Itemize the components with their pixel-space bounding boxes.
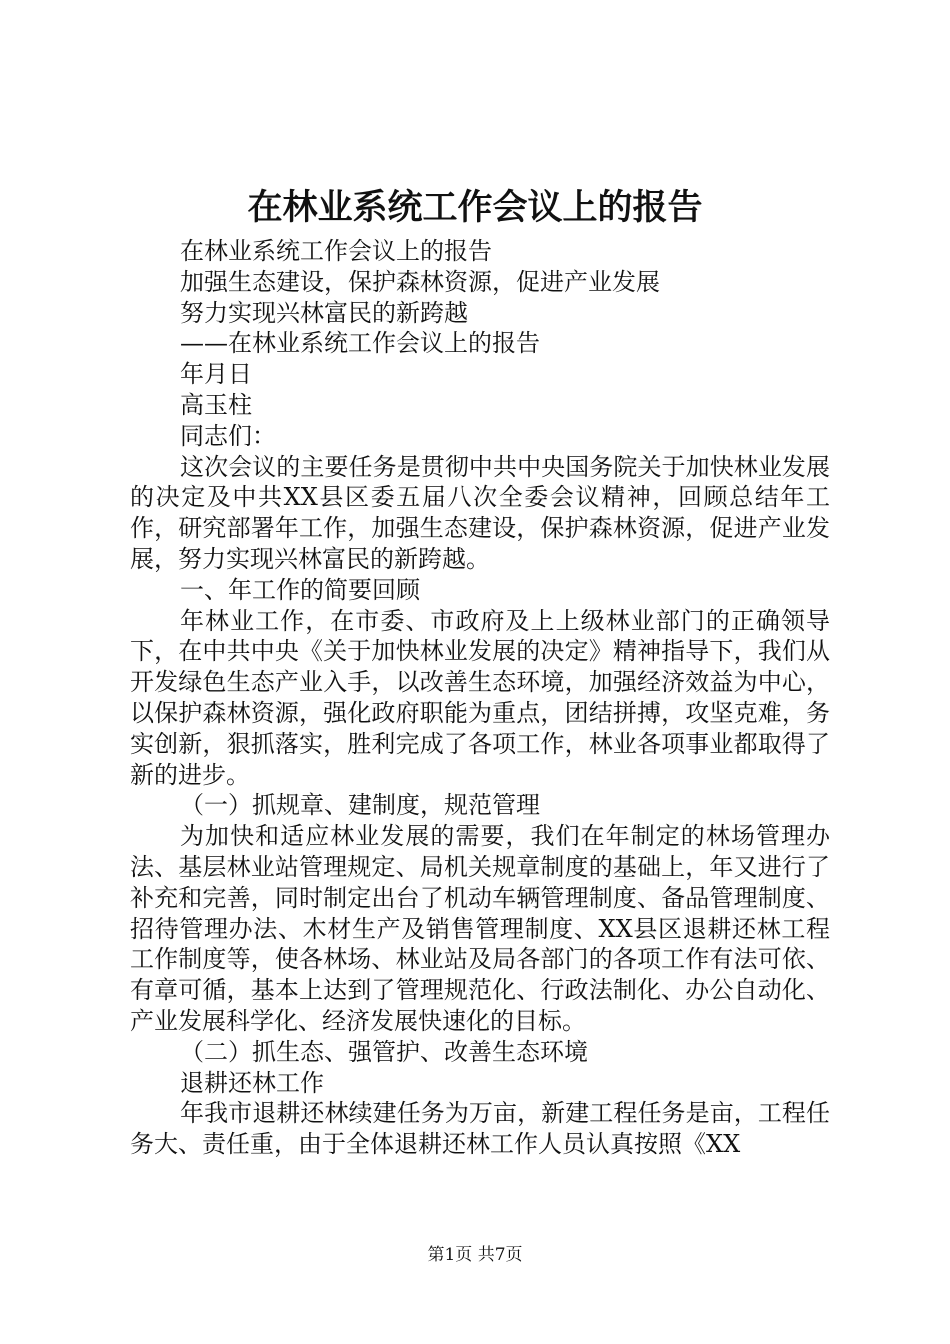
subtitle-line: 在林业系统工作会议上的报告 — [180, 237, 492, 265]
body-paragraph: 年我市退耕还林续建任务为万亩，新建工程任务是亩，工程任务大、责任重，由于全体退耕还林工作人员认真按照《XX — [130, 1099, 830, 1159]
author-line: 高玉柱 — [180, 390, 252, 419]
date-line: 年月日 — [180, 360, 252, 389]
body-paragraph: 这次会议的主要任务是贯彻中共中央国务院关于加快林业发展的决定及中共XX县区委五届八次全委会议精神，回顾总结年工作，研究部署年工作，加强生态建设，保护森林资源，促进产业发展，努力实现兴林富民的新跨越。 — [130, 452, 830, 573]
body-paragraph: 年林业工作，在市委、市政府及上上级林业部门的正确领导下，在中共中央《关于加快林业发展的决定》精神指导下，我们从开发绿色生态产业入手，以改善生态环境，加强经济效益为中心，以保护森林资源，强化政府职能为重点，团结拼搏，攻坚克难，务实创新，狠抓落实，胜利完成了各项工作，林业各项事业都取得了新的进步。 — [130, 606, 830, 789]
salutation-line: 同志们： — [180, 421, 276, 450]
subtitle-line: 加强生态建设，保护森林资源，促进产业发展 — [180, 267, 660, 296]
document-body — [130, 236, 830, 1160]
section-heading: （二）抓生态、强管护、改善生态环境 — [180, 1037, 588, 1066]
sub-heading: 退耕还林工作 — [180, 1068, 324, 1097]
body-paragraph: 为加快和适应林业发展的需要，我们在年制定的林场管理办法、基层林业站管理规定、局机关规章制度的基础上，年又进行了补充和完善，同时制定出台了机动车辆管理制度、备品管理制度、招待管理办法、木材生产及销售管理制度、XX县区退耕还林工程工作制度等，使各林场、林业站及局各部门的各项工作有法可依、有章可循，基本上达到了管理规范化、行政法制化、办公自动化、产业发展科学化、经济发展快速化的目标。 — [130, 822, 830, 1035]
page-number-footer: 第1页 共7页 — [427, 1245, 523, 1265]
document-title: 在林业系统工作会议上的报告 — [247, 187, 703, 228]
subtitle-line: 努力实现兴林富民的新跨越 — [180, 298, 468, 327]
section-heading: 一、年工作的简要回顾 — [180, 575, 420, 604]
section-heading: （一）抓规章、建制度，规范管理 — [180, 791, 540, 820]
subtitle-line: ——在林业系统工作会议上的报告 — [180, 329, 540, 358]
